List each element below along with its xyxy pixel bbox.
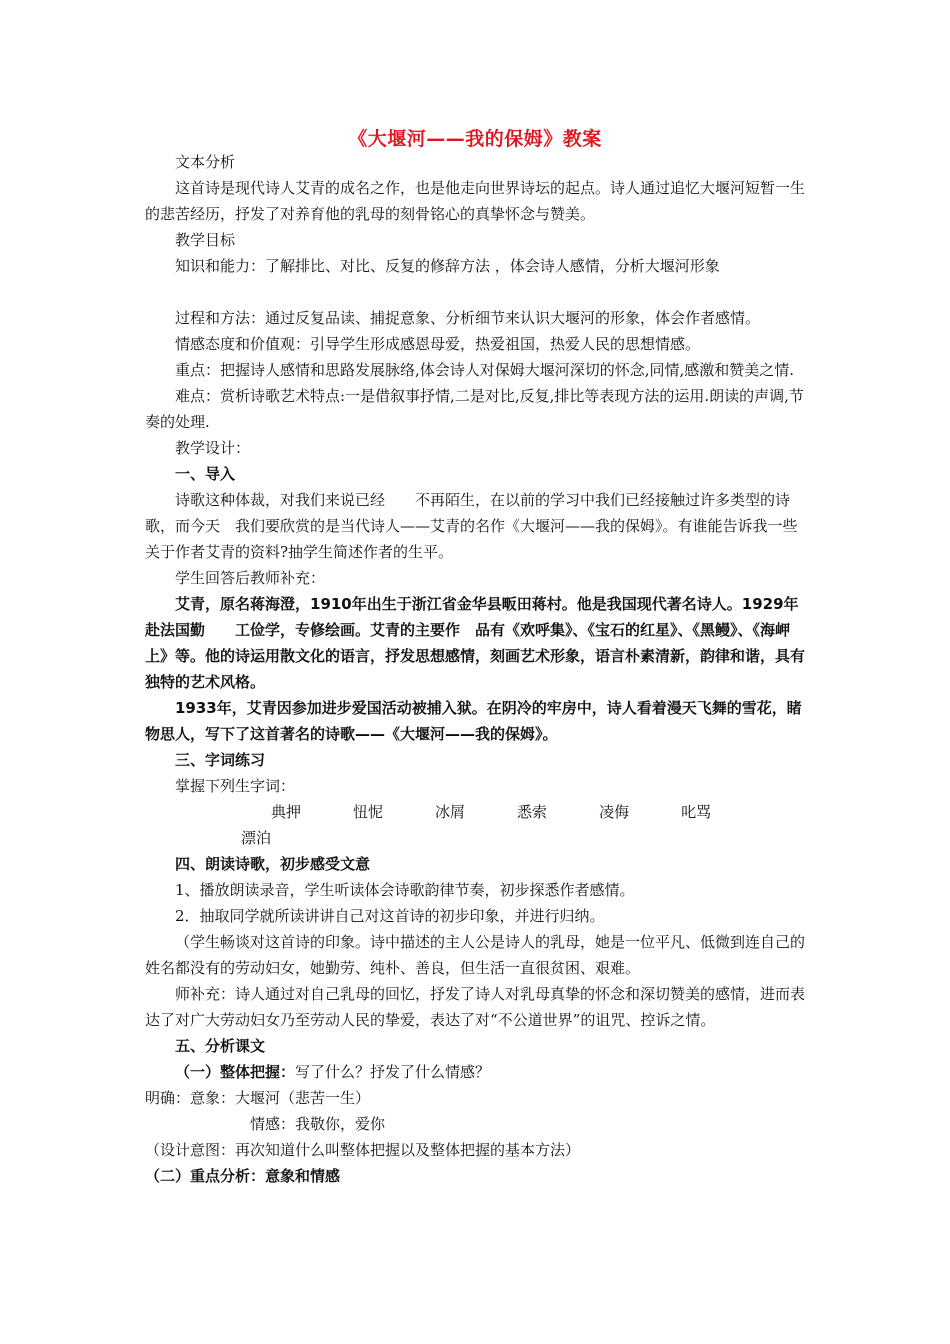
- overall-grasp-question: 写了什么？抒发了什么情感？: [295, 1063, 491, 1081]
- section-heading-teaching-goals: 教学目标: [175, 231, 236, 249]
- vocabulary-word: 凌侮: [599, 803, 630, 821]
- vocabulary-word: 悉索: [517, 803, 548, 821]
- blank-line: [145, 279, 810, 305]
- vocabulary-word: 漂泊: [241, 829, 272, 847]
- vocabulary-list: [145, 799, 810, 851]
- paragraph-reading-step-2: 2．抽取同学就所读讲讲自己对这首诗的初步印象，并进行归纳。: [175, 907, 605, 925]
- paragraph-process-method: 过程和方法：通过反复品读、捕捉意象、分析细节来认识大堰河的形象，体会作者感情。: [175, 309, 761, 327]
- paragraph-key-points: 重点：把握诗人感情和思路发展脉络,体会诗人对保姆大堰河深切的怀念,同情,感激和赞美之情.: [175, 361, 795, 379]
- paragraph-teacher-addition: 师补充：诗人通过对自己乳母的回忆，抒发了诗人对乳母真挚的怀念和深切赞美的感情，进而表达了对广大劳动妇女乃至劳动人民的挚爱，表达了对“不公道世界”的诅咒、控诉之情。: [145, 985, 806, 1029]
- paragraph-overall-grasp: [145, 1059, 810, 1085]
- paragraph-teacher-supplement: 学生回答后教师补充：: [175, 569, 326, 587]
- vocabulary-word: 冰屑: [435, 803, 466, 821]
- vocabulary-word: 忸怩: [353, 803, 384, 821]
- paragraph-difficulties: 难点：赏析诗歌艺术特点:一是借叙事抒情,二是对比,反复,排比等表现方法的运用.朗读的声调,节奏的处理.: [145, 387, 804, 431]
- vocabulary-word: 典押: [271, 803, 302, 821]
- paragraph-design-intent: （设计意图：再次知道什么叫整体把握以及整体把握的基本方法）: [145, 1141, 581, 1159]
- paragraph-student-impressions: （学生畅谈对这首诗的印象。诗中描述的主人公是诗人的乳母，她是一位平凡、低微到连自己的姓名都没有的劳动妇女，她勤劳、纯朴、善良，但生活一直很贫困、艰难。: [145, 933, 806, 977]
- paragraph-vocabulary-intro: 掌握下列生字词：: [175, 777, 296, 795]
- section-heading-vocabulary: 三、字词练习: [175, 751, 266, 769]
- section-heading-reading: 四、朗读诗歌，初步感受文意: [175, 855, 371, 873]
- paragraph-reading-step-1: 1、播放朗读录音，学生听读体会诗歌韵律节奏，初步探悉作者感情。: [175, 881, 635, 899]
- vocabulary-word: 叱骂: [681, 803, 712, 821]
- paragraph-emotion: 情感：我敬你，爱你: [250, 1115, 386, 1133]
- section-heading-key-analysis: （二）重点分析：意象和情感: [145, 1167, 341, 1185]
- document-body: [145, 149, 810, 1189]
- paragraph-text-analysis: 这首诗是现代诗人艾青的成名之作，也是他走向世界诗坛的起点。诗人通过追忆大堰河短暂一生的悲苦经历，抒发了对养育他的乳母的刻骨铭心的真挚怀念与赞美。: [145, 179, 806, 223]
- paragraph-introduction: 诗歌这种体裁，对我们来说已经 不再陌生，在以前的学习中我们已经接触过许多类型的诗歌，而今天 我们要欣赏的是当代诗人——艾青的名作《大堰河——我的保姆》。有谁能告诉我一些关于作者艾青的资料?抽学生简述作者的生平。: [145, 491, 798, 561]
- section-heading-introduction: 一、导入: [175, 465, 236, 483]
- paragraph-poem-background: 1933年，艾青因参加进步爱国活动被捕入狱。在阴冷的牢房中，诗人看着漫天飞舞的雪花，睹物思人，写下了这首著名的诗歌——《大堰河——我的保姆》。: [145, 699, 802, 743]
- section-heading-text-analysis: 文本分析: [175, 153, 236, 171]
- paragraph-emotion-values: 情感态度和价值观：引导学生形成感恩母爱，热爱祖国，热爱人民的思想情感。: [175, 335, 701, 353]
- section-heading-analysis: 五、分析课文: [175, 1037, 266, 1055]
- section-heading-teaching-design: 教学设计：: [175, 439, 251, 457]
- overall-grasp-label: （一）整体把握：: [175, 1063, 296, 1081]
- paragraph-knowledge-ability: 知识和能力：了解排比、对比、反复的修辞方法 ，体会诗人感情，分析大堰河形象: [175, 257, 720, 275]
- paragraph-author-bio: 艾青，原名蒋海澄，1910年出生于浙江省金华县畈田蒋村。他是我国现代著名诗人。1929年赴法国勤 工俭学，专修绘画。艾青的主要作 品有《欢呼集》、《宝石的红星》、《黑鳗》、《海岬上》等。他的诗运用散文化的语言，抒发思想感情，刻画艺术形象，语言朴素清新，韵律和谐，具有独特的艺术风格。: [145, 595, 806, 691]
- document-title: 《大堰河——我的保姆》教案: [348, 128, 602, 150]
- paragraph-clarification: 明确：意象：大堰河（悲苦一生）: [145, 1089, 371, 1107]
